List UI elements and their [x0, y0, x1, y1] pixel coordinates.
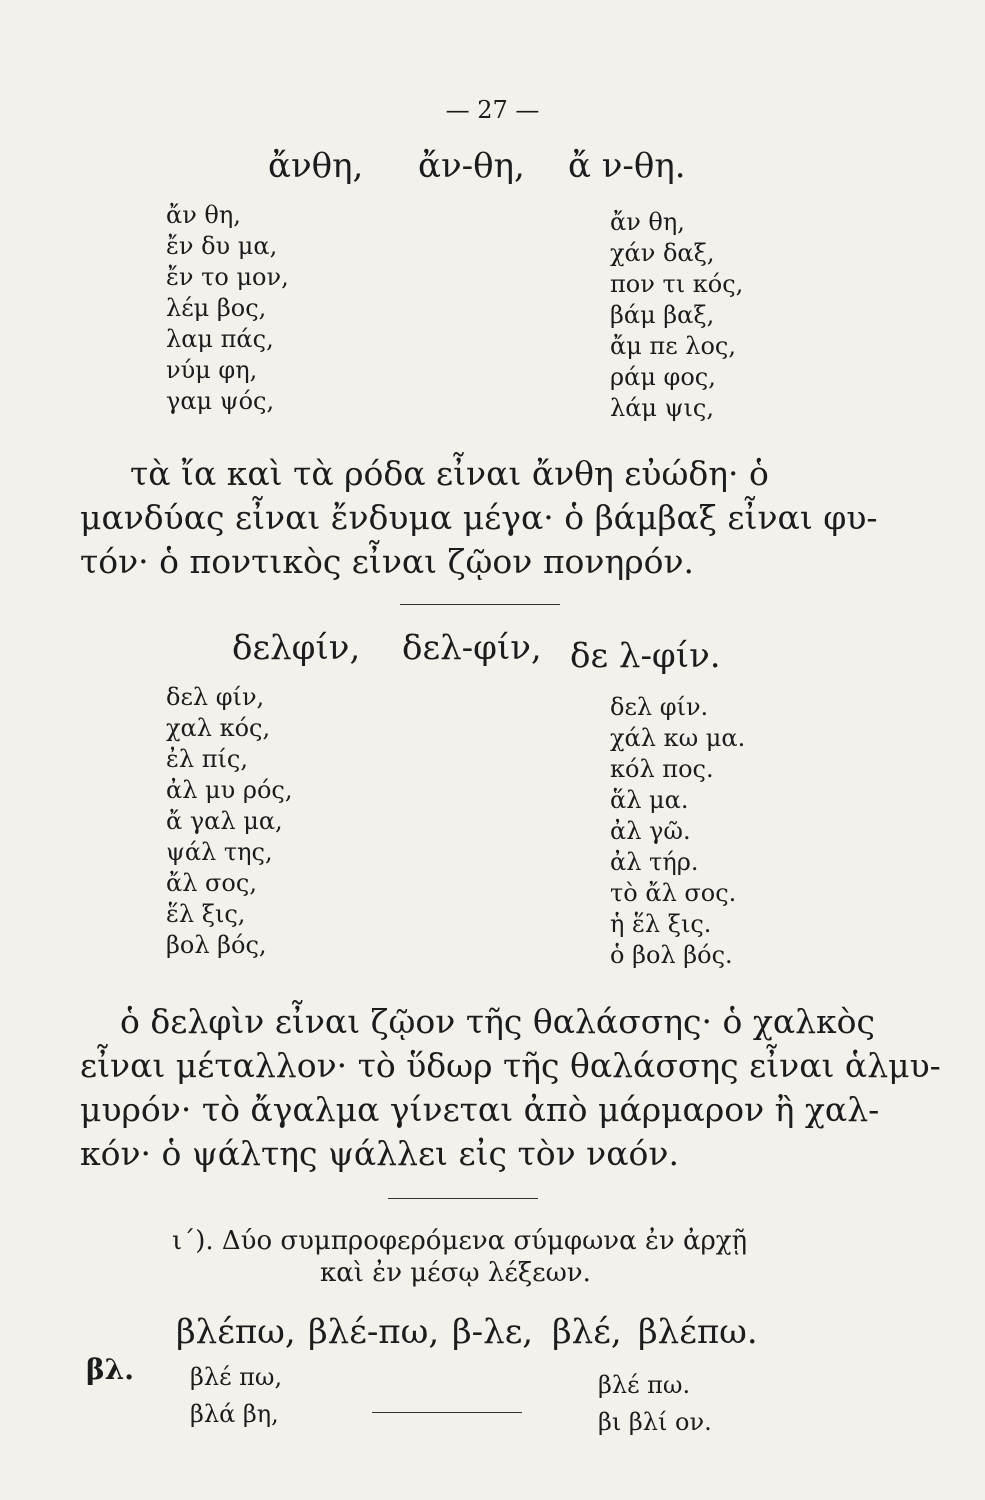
- list-item: χαλ κός,: [166, 714, 271, 742]
- list-item: λάμ ψις,: [610, 394, 714, 422]
- paragraph-line: εἶναι μέταλλον· τὸ ὕδωρ τῆς θαλάσσης εἶναι ἁλμυ-: [80, 1046, 941, 1085]
- list-item: ἄμ πε λος,: [610, 332, 736, 360]
- syllable-header-letters: β-λε,: [452, 1312, 534, 1352]
- reading-paragraph: [80, 1000, 941, 1176]
- paragraph-line: τὰ ἴα καὶ τὰ ρόδα εἶναι ἄνθη εὐώδη· ὁ: [130, 454, 769, 493]
- paragraph-line: μυρόν· τὸ ἄγαλμα γίνεται ἀπὸ μάρμαρον ἢ χαλ-: [80, 1090, 880, 1129]
- syllable-header-word: δελφίν,: [232, 628, 361, 668]
- section-divider: [400, 604, 560, 605]
- list-item: ψάλ της,: [166, 838, 273, 866]
- syllable-header-whole: βλέπω.: [638, 1312, 758, 1352]
- list-item: βολ βός,: [166, 931, 267, 959]
- syllable-header-split: βλέ-πω,: [308, 1312, 440, 1352]
- list-item: ὁ βολ βός.: [610, 941, 733, 969]
- list-item: βλά βη,: [190, 1400, 279, 1428]
- section-divider: [372, 1412, 522, 1413]
- list-item: πον τι κός,: [610, 270, 744, 298]
- list-item: ἀλ τήρ.: [610, 848, 699, 876]
- list-item: νύμ φη,: [166, 356, 258, 384]
- list-item: ἔν το μον,: [166, 263, 289, 291]
- list-item: χάλ κω μα.: [610, 724, 746, 752]
- list-item: ἐλ πίς,: [166, 745, 248, 773]
- list-item: ἀλ μυ ρός,: [166, 776, 293, 804]
- list-item: δελ φίν.: [610, 693, 709, 721]
- margin-marker: βλ.: [86, 1353, 134, 1386]
- right-syllable-column: [610, 207, 743, 424]
- reading-paragraph: [80, 452, 900, 584]
- list-item: ἕλ ξις,: [166, 900, 246, 928]
- paragraph-line: κόν· ὁ ψάλτης ψάλλει εἰς τὸν ναόν.: [80, 1134, 679, 1173]
- right-syllable-column: [610, 692, 745, 971]
- list-item: λέμ βος,: [166, 294, 267, 322]
- page-number: — 27 —: [445, 96, 540, 124]
- list-item: ἔν δυ μα,: [166, 232, 278, 260]
- list-item: ἡ ἕλ ξις.: [610, 910, 712, 938]
- list-item: βι βλί ον.: [598, 1408, 712, 1436]
- left-syllable-column: [166, 200, 289, 417]
- list-item: λαμ πάς,: [166, 325, 274, 353]
- paragraph-line: μανδύας εἶναι ἔνδυμα μέγα· ὁ βάμβαξ εἶναι φυ-: [80, 498, 878, 537]
- list-item: ἄν θη,: [610, 208, 685, 236]
- list-item: ἄλ σος,: [166, 869, 257, 897]
- list-item: ράμ φος,: [610, 363, 716, 391]
- list-item: βλέ πω,: [190, 1363, 283, 1391]
- section-divider: [388, 1198, 538, 1199]
- left-syllable-column: [166, 682, 293, 961]
- right-syllable-column: [598, 1370, 712, 1438]
- list-item: βάμ βαξ,: [610, 301, 715, 329]
- list-item: κόλ πος.: [610, 755, 714, 783]
- list-item: ἄν θη,: [166, 201, 241, 229]
- list-item: ἄ γαλ μα,: [166, 807, 283, 835]
- list-item: γαμ ψός,: [166, 387, 275, 415]
- list-item: ἅλ μα.: [610, 786, 689, 814]
- paragraph-line: ὁ δελφὶν εἶναι ζῷον τῆς θαλάσσης· ὁ χαλκὸς: [120, 1002, 876, 1041]
- list-item: βλέ πω.: [598, 1371, 691, 1399]
- list-item: δελ φίν,: [166, 683, 265, 711]
- list-item: τὸ ἄλ σος.: [610, 879, 737, 907]
- syllable-header-split: δελ-φίν,: [402, 628, 542, 668]
- paragraph-line: τόν· ὁ ποντικὸς εἶναι ζῷον πονηρόν.: [80, 542, 695, 581]
- syllable-header-word: βλέπω,: [176, 1312, 296, 1352]
- syllable-header-letters: ἄ ν-θη.: [568, 146, 686, 186]
- syllable-header-letters: δε λ-φίν.: [570, 636, 721, 676]
- syllable-header-split: ἄν-θη,: [418, 146, 525, 186]
- list-item: χάν δαξ,: [610, 239, 715, 267]
- rule-heading: ι΄). Δύο συμπροφερόμενα σύμφωνα ἐν ἀρχῇ: [172, 1226, 748, 1256]
- list-item: ἀλ γῶ.: [610, 817, 691, 845]
- syllable-header-word: ἄνθη,: [268, 146, 364, 186]
- syllable-header-syllable: βλέ,: [552, 1312, 622, 1352]
- rule-heading-cont: καὶ ἐν μέσῳ λέξεων.: [320, 1258, 591, 1288]
- left-syllable-column: [190, 1362, 282, 1430]
